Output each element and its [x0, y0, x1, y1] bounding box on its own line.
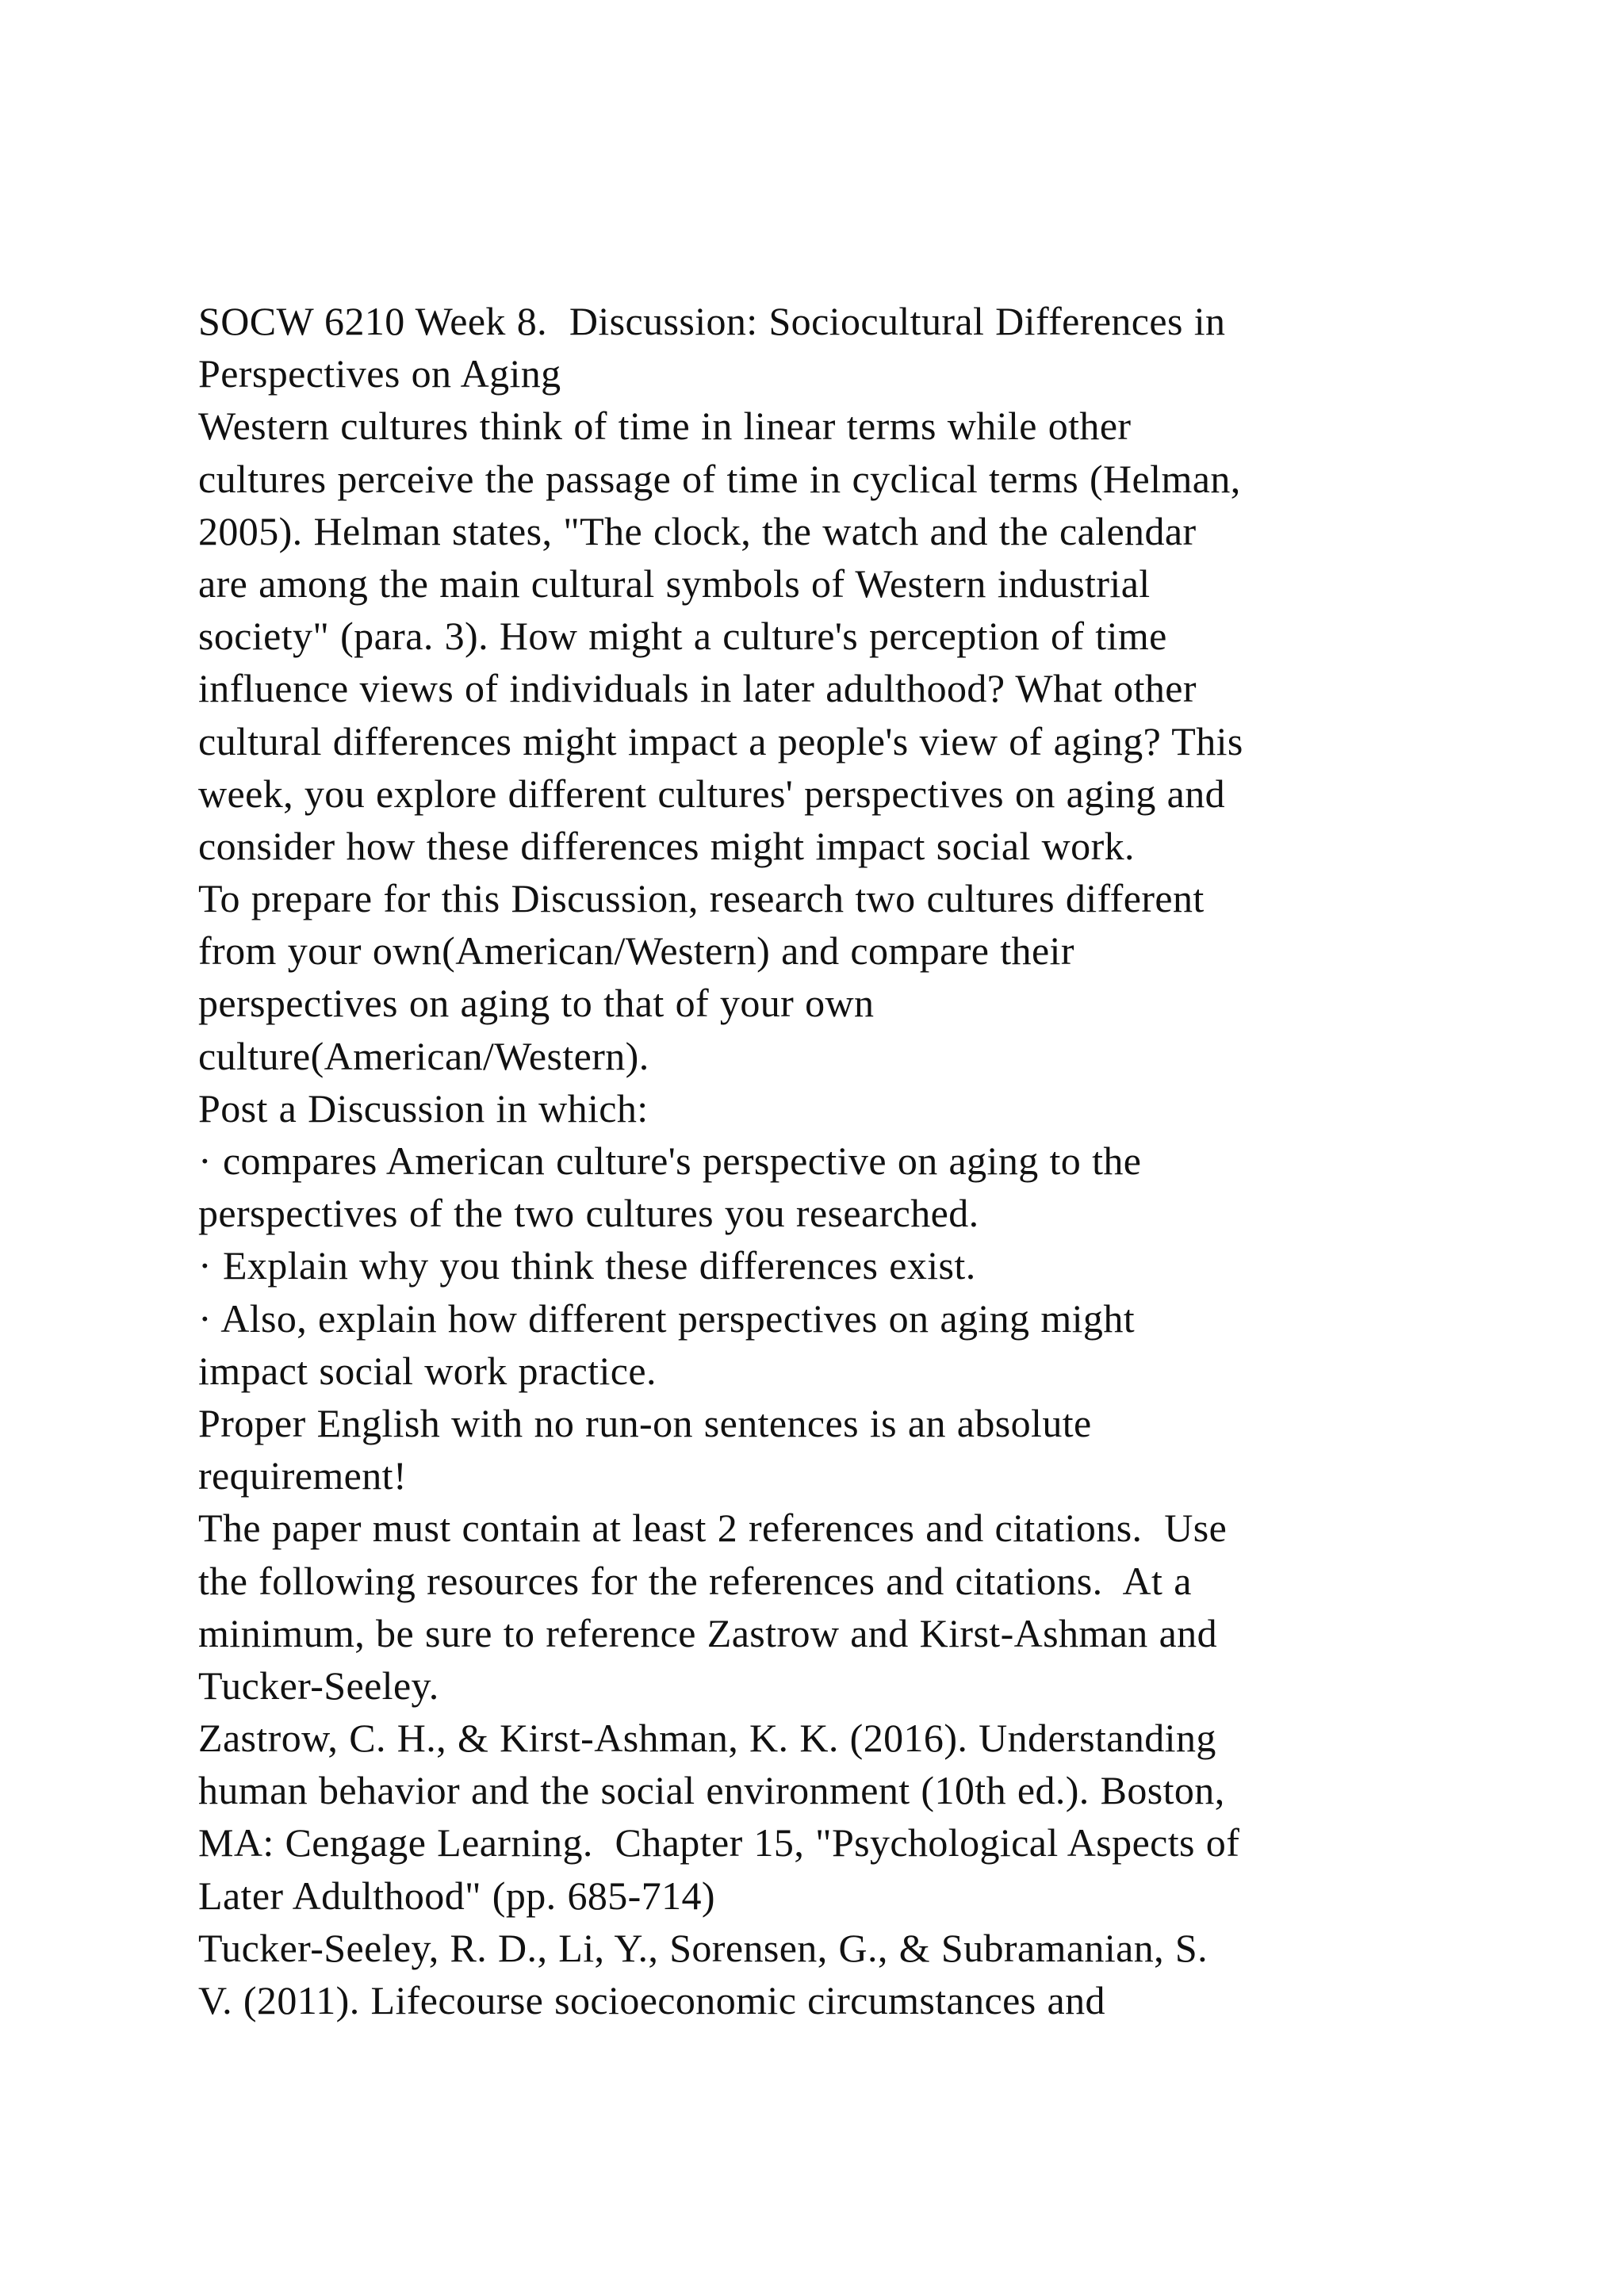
text-line: The paper must contain at least 2 references and citations. Use: [198, 1506, 1228, 1551]
text-line: impact social work practice.: [198, 1348, 657, 1393]
text-line: Tucker-Seeley.: [198, 1663, 439, 1708]
text-line: culture(American/Western).: [198, 1033, 649, 1078]
text-line: week, you explore different cultures' perspectives on aging and: [198, 771, 1226, 816]
text-line: cultural differences might impact a people's view of aging? This: [198, 718, 1243, 763]
text-line: society" (para. 3). How might a culture's perception of time: [198, 614, 1167, 659]
text-line: the following resources for the references and citations. At a: [198, 1558, 1192, 1603]
reference-line: Zastrow, C. H., & Kirst-Ashman, K. K. (2016). Understanding: [198, 1716, 1216, 1761]
reference-line: human behavior and the social environment (10th ed.). Boston,: [198, 1768, 1225, 1813]
text-line: 2005). Helman states, "The clock, the watch and the calendar: [198, 508, 1197, 553]
text-line: influence views of individuals in later adulthood? What other: [198, 666, 1197, 711]
text-line: consider how these differences might impact social work.: [198, 823, 1135, 868]
document-body: [198, 295, 1546, 2026]
text-line: perspectives of the two cultures you researched.: [198, 1191, 979, 1236]
reference-line: V. (2011). Lifecourse socioeconomic circumstances and: [198, 1978, 1105, 2022]
bullet-line: · Explain why you think these differences exist.: [198, 1243, 976, 1288]
text-line: Post a Discussion in which:: [198, 1085, 649, 1131]
bullet-line: · compares American culture's perspective on aging to the: [198, 1138, 1142, 1183]
text-line: from your own(American/Western) and compare their: [198, 928, 1074, 974]
title-line-1: SOCW 6210 Week 8. Discussion: Sociocultural Differences in: [198, 299, 1226, 343]
text-line: minimum, be sure to reference Zastrow and Kirst-Ashman and: [198, 1610, 1217, 1655]
text-line: Western cultures think of time in linear terms while other: [198, 404, 1132, 449]
text-line: Proper English with no run-on sentences is an absolute: [198, 1400, 1092, 1445]
reference-line: Later Adulthood" (pp. 685-714): [198, 1873, 715, 1918]
title-line-2: Perspectives on Aging: [198, 351, 561, 396]
reference-line: MA: Cengage Learning. Chapter 15, "Psychological Aspects of: [198, 1820, 1240, 1866]
text-line: requirement!: [198, 1453, 408, 1498]
text-line: are among the main cultural symbols of Western industrial: [198, 561, 1151, 606]
text-line: To prepare for this Discussion, research two cultures different: [198, 876, 1205, 921]
reference-line: Tucker-Seeley, R. D., Li, Y., Sorensen, G., & Subramanian, S.: [198, 1925, 1208, 1970]
text-line: perspectives on aging to that of your own: [198, 981, 875, 1026]
text-line: cultures perceive the passage of time in cyclical terms (Helman,: [198, 456, 1241, 501]
bullet-line: · Also, explain how different perspectives on aging might: [198, 1295, 1136, 1341]
